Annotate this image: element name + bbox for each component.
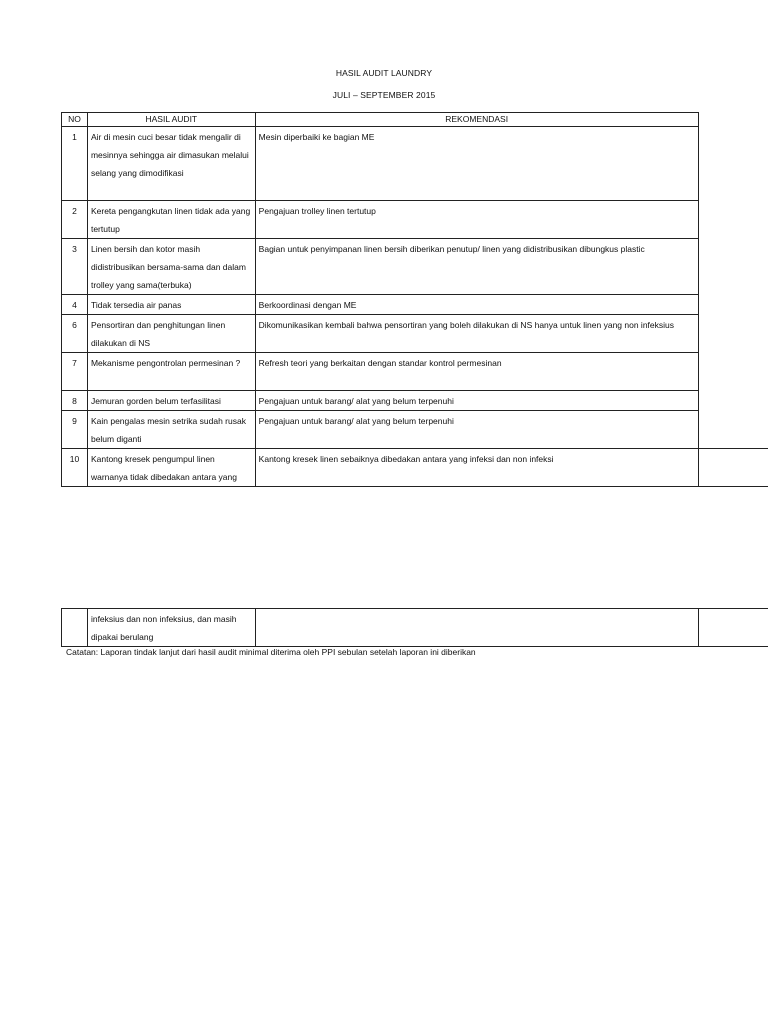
row-spacer (698, 315, 768, 353)
table-row (62, 295, 768, 315)
row-rekomendasi: Kantong kresek linen sebaiknya dibedakan antara yang infeksi dan non infeksi (255, 449, 698, 487)
header-hasil-audit: HASIL AUDIT (87, 113, 255, 127)
row-audit: Mekanisme pengontrolan permesinan ? (87, 353, 255, 391)
row-no: 2 (62, 201, 88, 239)
row-extra-cell (698, 449, 768, 487)
table-header-row (62, 113, 768, 127)
row-audit: Tidak tersedia air panas (87, 295, 255, 315)
row-extra-cell (698, 609, 768, 647)
row-audit: Linen bersih dan kotor masih didistribusikan bersama-sama dan dalam trolley yang sama(terbuka) (87, 239, 255, 295)
table-row (62, 201, 768, 239)
report-title: HASIL AUDIT LAUNDRY (335, 68, 433, 78)
row-no (62, 609, 88, 647)
row-audit: Air di mesin cuci besar tidak mengalir di mesinnya sehingga air dimasukan melalui selang yang dimodifikasi (87, 127, 255, 201)
table-row (62, 609, 768, 647)
row-no: 8 (62, 391, 88, 411)
row-spacer (698, 239, 768, 295)
row-rekomendasi: Pengajuan trolley linen tertutup (255, 201, 698, 239)
row-spacer (698, 295, 768, 315)
row-rekomendasi: Dikomunikasikan kembali bahwa pensortiran yang boleh dilakukan di NS hanya untuk linen yang non infeksius (255, 315, 698, 353)
row-no: 6 (62, 315, 88, 353)
row-audit: Kain pengalas mesin setrika sudah rusak belum diganti (87, 411, 255, 449)
row-spacer (698, 391, 768, 411)
table-row (62, 239, 768, 295)
row-audit: Kereta pengangkutan linen tidak ada yang tertutup (87, 201, 255, 239)
row-no: 1 (62, 127, 88, 201)
row-rekomendasi: Pengajuan untuk barang/ alat yang belum terpenuhi (255, 391, 698, 411)
header-rekomendasi: REKOMENDASI (255, 113, 698, 127)
row-spacer (698, 127, 768, 201)
row-rekomendasi: Berkoordinasi dengan ME (255, 295, 698, 315)
table-row (62, 449, 768, 487)
row-no: 9 (62, 411, 88, 449)
table-row (62, 315, 768, 353)
row-spacer (698, 201, 768, 239)
row-no: 7 (62, 353, 88, 391)
row-spacer (698, 353, 768, 391)
table-row (62, 391, 768, 411)
table-row (62, 411, 768, 449)
audit-table (61, 112, 768, 487)
row-rekomendasi: Bagian untuk penyimpanan linen bersih diberikan penutup/ linen yang didistribusikan dibungkus plastic (255, 239, 698, 295)
row-audit: Kantong kresek pengumpul linen warnanya tidak dibedakan antara yang (87, 449, 255, 487)
header-no: NO (62, 113, 88, 127)
row-no: 4 (62, 295, 88, 315)
footnote: Catatan: Laporan tindak lanjut dari hasil audit minimal diterima oleh PPI sebulan setelah laporan ini diberikan (66, 647, 476, 657)
report-period: JULI – SEPTEMBER 2015 (332, 90, 436, 100)
row-audit: Jemuran gorden belum terfasilitasi (87, 391, 255, 411)
row-spacer (698, 411, 768, 449)
table-row (62, 353, 768, 391)
row-audit: infeksius dan non infeksius, dan masih dipakai berulang (87, 609, 255, 647)
audit-table-continued (61, 608, 768, 647)
row-no: 10 (62, 449, 88, 487)
row-rekomendasi: Mesin diperbaiki ke bagian ME (255, 127, 698, 201)
table-row (62, 127, 768, 201)
row-rekomendasi: Refresh teori yang berkaitan dengan standar kontrol permesinan (255, 353, 698, 391)
header-spacer (698, 113, 768, 127)
row-no: 3 (62, 239, 88, 295)
row-rekomendasi (255, 609, 698, 647)
row-audit: Pensortiran dan penghitungan linen dilakukan di NS (87, 315, 255, 353)
row-rekomendasi: Pengajuan untuk barang/ alat yang belum terpenuhi (255, 411, 698, 449)
